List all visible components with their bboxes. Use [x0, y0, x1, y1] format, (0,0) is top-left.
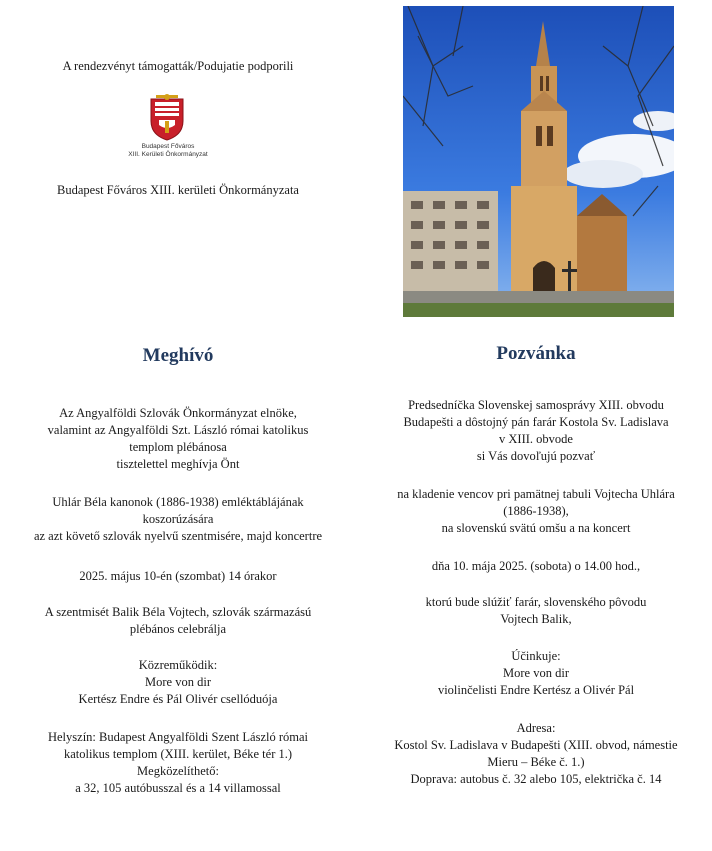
text-line: Vojtech Balik,	[500, 612, 572, 626]
text-line: koszorúzására	[142, 512, 214, 526]
text-line: More von dir	[503, 666, 569, 680]
text-line: More von dir	[145, 675, 211, 689]
church-photo	[403, 6, 674, 317]
hungarian-paragraph-1	[0, 405, 356, 473]
slovak-performers	[360, 648, 712, 699]
slovak-paragraph-3	[360, 594, 712, 628]
text-line: Budapešti a dôstojný pán farár Kostola Sv. Ladislava	[403, 415, 669, 429]
text-line: Účinkuje:	[511, 649, 561, 663]
slovak-address	[360, 720, 712, 788]
slovak-paragraph-1	[360, 397, 712, 465]
text-line: Adresa:	[516, 721, 556, 735]
hungarian-date: 2025. május 10-én (szombat) 14 órakor	[79, 569, 277, 583]
text-line: (1886-1938),	[503, 504, 569, 518]
text-line: katolikus templom (XIII. kerület, Béke tér 1.)	[63, 747, 293, 761]
text-line: Uhlár Béla kanonok (1886-1938) emléktáblájának	[52, 495, 304, 509]
sponsor-intro: A rendezvényt támogatták/Podujatie podporili	[62, 59, 294, 73]
hungarian-title: Meghívó	[142, 345, 214, 366]
hungarian-paragraph-2	[0, 494, 356, 545]
hungarian-paragraph-3	[0, 604, 356, 638]
text-line: si Vás dovoľujú pozvať	[476, 449, 596, 463]
text-line: a 32, 105 autóbusszal és a 14 villamossal	[75, 781, 281, 795]
logo-caption-2: XIII. Kerületi Önkormányzat	[128, 151, 208, 158]
text-line: Doprava: autobus č. 32 alebo 105, električka č. 14	[410, 772, 662, 786]
text-line: Predsedníčka Slovenskej samosprávy XIII. obvodu	[408, 398, 664, 412]
district-crest-icon	[147, 93, 187, 141]
text-line: templom plébánosa	[129, 440, 227, 454]
sponsor-name: Budapest Főváros XIII. kerületi Önkormányzata	[57, 183, 299, 197]
slovak-title: Pozvánka	[496, 343, 576, 364]
slovak-paragraph-2	[360, 486, 712, 537]
text-line: Helyszín: Budapest Angyalföldi Szent László római	[47, 730, 309, 744]
text-line: Mieru – Béke č. 1.)	[487, 755, 585, 769]
logo-caption-1: Budapest Főváros	[141, 143, 195, 150]
text-line: valamint az Angyalföldi Szt. László római katolikus	[47, 423, 309, 437]
text-line: na kladenie vencov pri pamätnej tabuli Vojtecha Uhlára	[397, 487, 675, 501]
text-line: ktorú bude slúžiť farár, slovenského pôvodu	[425, 595, 647, 609]
text-line: A szentmisét Balik Béla Vojtech, szlovák származású	[44, 605, 312, 619]
text-line: Kostol Sv. Ladislava v Budapešti (XIII. obvod, námestie	[394, 738, 678, 752]
hungarian-performers	[0, 657, 356, 708]
text-line: Az Angyalföldi Szlovák Önkormányzat elnöke,	[59, 406, 297, 420]
text-line: plébános celebrálja	[129, 622, 227, 636]
text-line: az azt követő szlovák nyelvű szentmisére, majd koncertre	[33, 529, 323, 543]
hungarian-venue	[0, 729, 356, 797]
slovak-date: dňa 10. mája 2025. (sobota) o 14.00 hod.,	[431, 559, 641, 573]
text-line: tisztelettel meghívja Önt	[116, 457, 240, 471]
text-line: violinčelisti Endre Kertész a Olivér Pál	[437, 683, 635, 697]
text-line: v XIII. obvode	[499, 432, 573, 446]
text-line: Közreműködik:	[138, 658, 218, 672]
text-line: Megközelíthető:	[137, 764, 219, 778]
text-line: Kertész Endre és Pál Olivér csellóduója	[78, 692, 278, 706]
text-line: na slovenskú svätú omšu a na koncert	[441, 521, 631, 535]
